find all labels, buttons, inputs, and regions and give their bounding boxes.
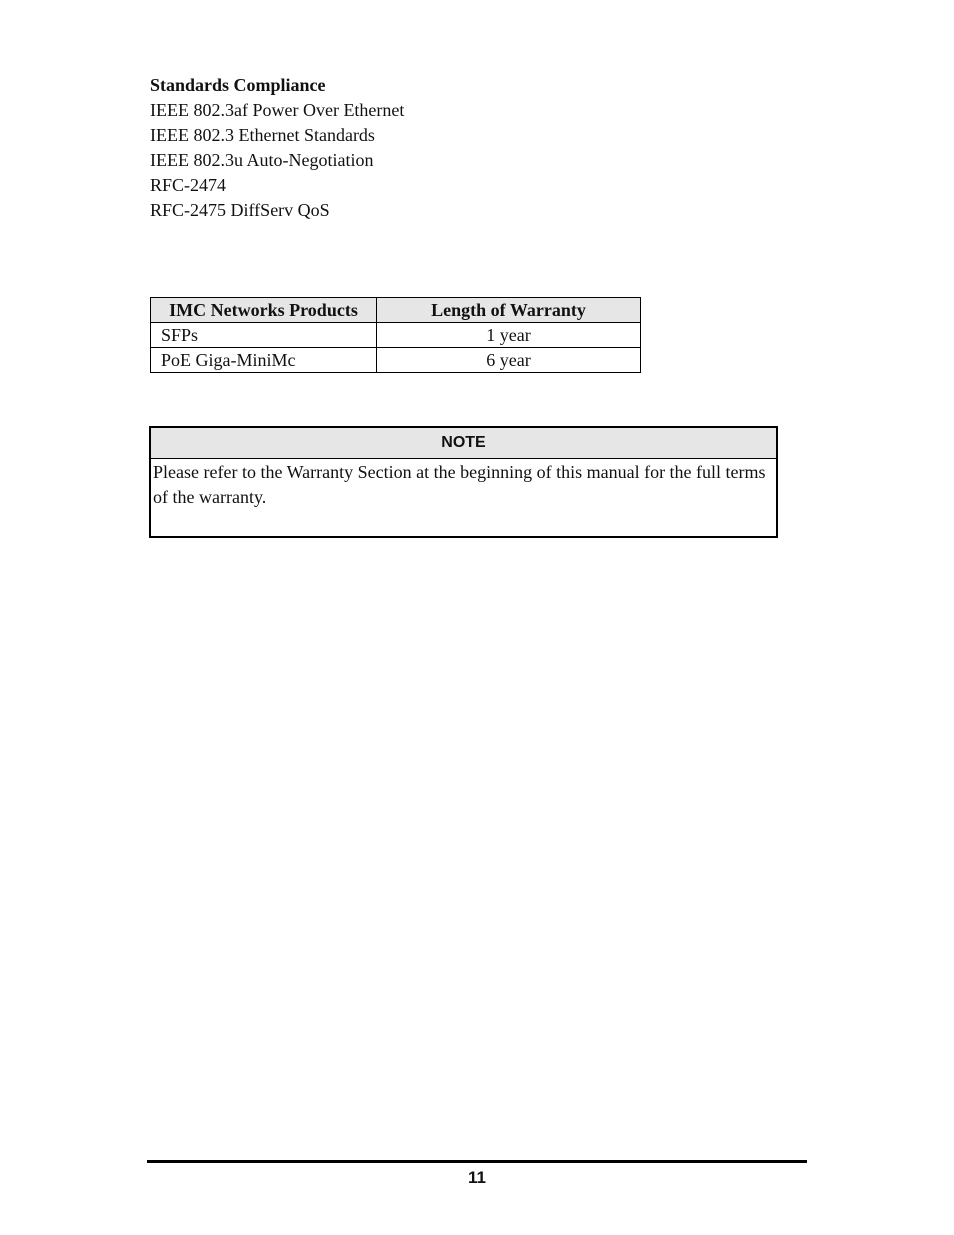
- standards-item: RFC-2474: [150, 175, 227, 195]
- standards-item: RFC-2475 DiffServ QoS: [150, 200, 330, 220]
- note-box: [149, 426, 778, 538]
- standards-compliance-section: [150, 73, 650, 223]
- column-header-products: IMC Networks Products: [151, 298, 377, 323]
- footer-divider: [147, 1160, 807, 1163]
- table-cell-product: PoE Giga-MiniMc: [151, 348, 377, 373]
- table-cell-warranty: 1 year: [377, 323, 641, 348]
- table-row: [151, 323, 641, 348]
- table-cell-product: SFPs: [151, 323, 377, 348]
- standards-heading: Standards Compliance: [150, 75, 326, 95]
- note-text: Please refer to the Warranty Section at the beginning of this manual for the full terms of the warranty.: [153, 462, 766, 507]
- note-title: NOTE: [151, 428, 776, 459]
- table-row: [151, 348, 641, 373]
- standards-item: IEEE 802.3 Ethernet Standards: [150, 125, 375, 145]
- table-header-row: [151, 298, 641, 323]
- standards-list: [150, 98, 650, 223]
- table-cell-warranty: 6 year: [377, 348, 641, 373]
- page-number: 11: [468, 1168, 486, 1187]
- column-header-warranty: Length of Warranty: [377, 298, 641, 323]
- standards-item: IEEE 802.3u Auto-Negotiation: [150, 150, 374, 170]
- standards-item: IEEE 802.3af Power Over Ethernet: [150, 100, 405, 120]
- warranty-table: [150, 297, 641, 373]
